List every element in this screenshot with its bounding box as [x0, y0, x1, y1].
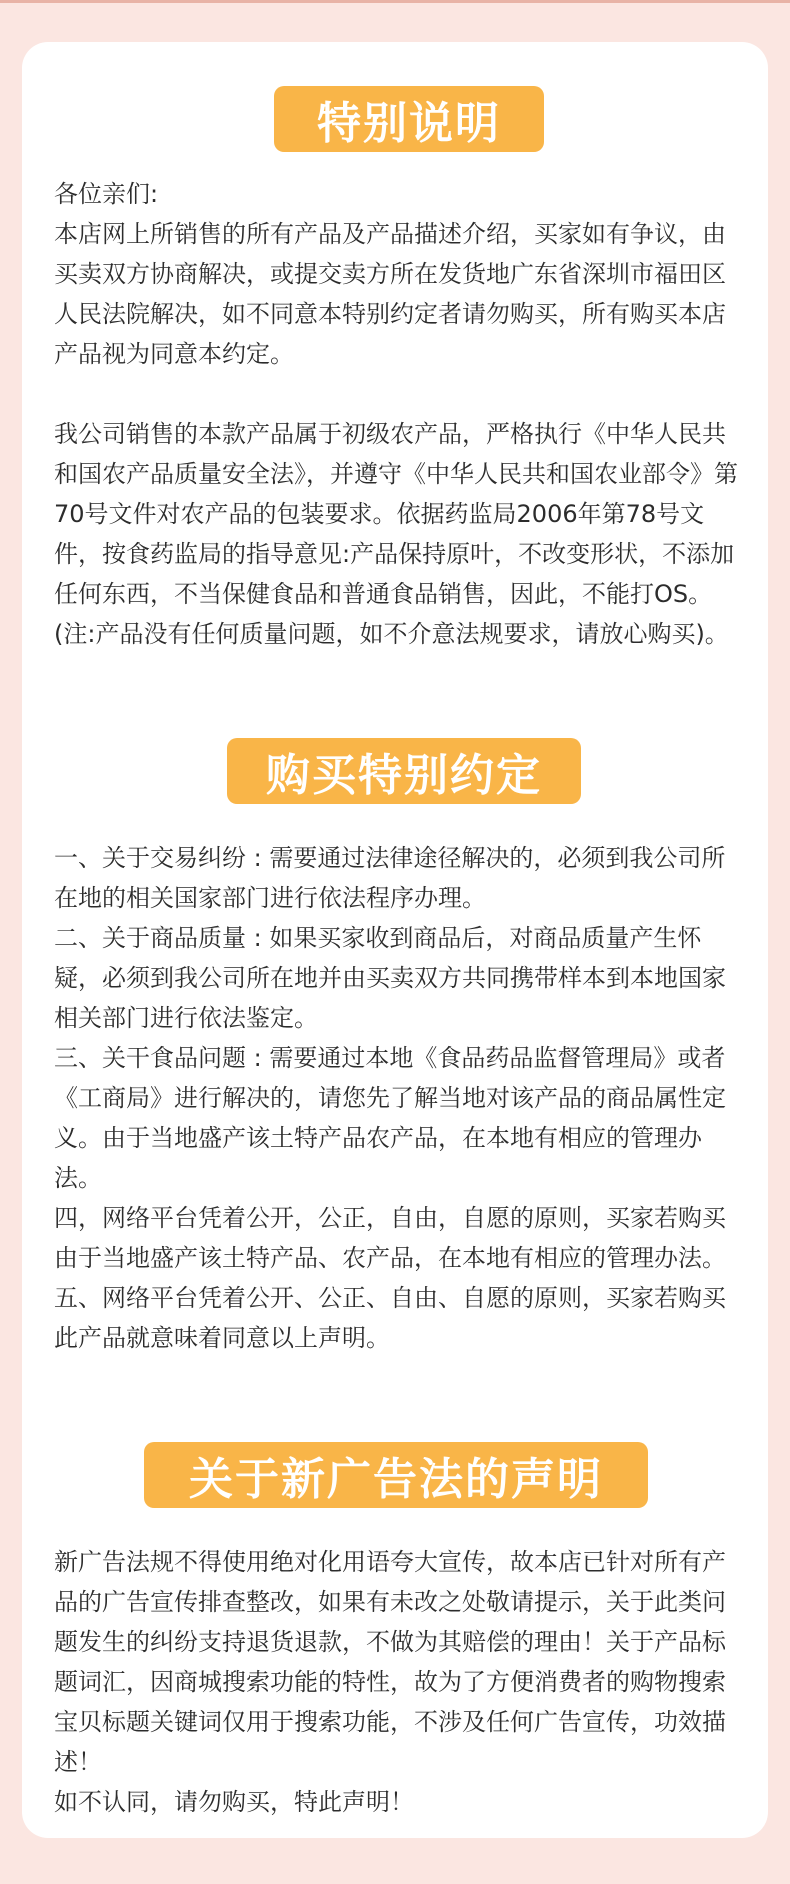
rule-item-platform-consent: 五、网络平台凭着公开、公正、自由、自愿的原则，买家若购买此产品就意味着同意以上声明。 — [54, 1284, 726, 1352]
special-notice-title: 特别说明 — [274, 86, 544, 152]
ad-law-statement-title: 关于新广告法的声明 — [144, 1442, 648, 1508]
rule-item-quality: 二、关于商品质量 : 如果买家收到商品后，对商品质量产生怀疑，必须到我公司所在地并由买卖双方共同携带样本到本地国家相关部门进行依法鉴定。 — [54, 924, 726, 1032]
rule-item-platform-origin: 四，网络平台凭着公开，公正，自由，自愿的原则，买家若购买由于当地盛产该土特产品、农产品，在本地有相应的管理办法。 — [54, 1204, 726, 1272]
top-divider-line — [0, 0, 790, 3]
greeting-text: 各位亲们: — [54, 180, 159, 208]
closing-statement: 如不认同，请勿购买，特此声明！ — [54, 1788, 414, 1816]
intro-block — [54, 174, 742, 374]
jurisdiction-paragraph: 本店网上所销售的所有产品及产品描述介绍，买家如有争议，由买卖双方协商解决，或提交卖方所在发货地广东省深圳市福田区人民法院解决，如不同意本特别约定者请勿购买，所有购买本店产品视为同意本约定。 — [54, 220, 726, 368]
purchase-agreement-title: 购买特别约定 — [227, 738, 581, 804]
ad-law-block — [54, 1542, 742, 1822]
notice-card — [22, 42, 768, 1838]
rule-item-dispute: 一、关于交易纠纷 : 需要通过法律途径解决的，必须到我公司所在地的相关国家部门进行依法程序办理。 — [54, 844, 726, 912]
rule-item-food: 三、关干食品问题 : 需要通过本地《食品药品监督管理局》或者《工商局》进行解决的，请您先了解当地对该产品的商品属性定义。由于当地盛产该土特产品农产品，在本地有相应的管理办法。 — [54, 1044, 726, 1192]
purchase-rules-list — [54, 838, 744, 1358]
product-regulation-paragraph: 我公司销售的本款产品属于初级农产品，严格执行《中华人民共和国农产品质量安全法》，并遵守《中华人民共和国农业部令》第70号文件对农产品的包装要求。依据药监局2006年第78号文件，按食药监局的指导意见:产品保持原叶，不改变形状，不添加任何东西，不当保健食品和普通食品销售，因此，不能打OS。(注:产品没有任何质量问题，如不介意法规要求，请放心购买)。 — [54, 420, 738, 648]
ad-law-paragraph: 新广告法规不得使用绝对化用语夸大宣传，故本店已针对所有产品的广告宣传排查整改，如果有未改之处敬请提示，关于此类问题发生的纠纷支持退货退款，不做为其赔偿的理由！关于产品标题词汇，因商城搜索功能的特性，故为了方便消费者的购物搜索宝贝标题关键词仅用于搜索功能，不涉及任何广告宣传，功效描述！ — [54, 1548, 726, 1776]
